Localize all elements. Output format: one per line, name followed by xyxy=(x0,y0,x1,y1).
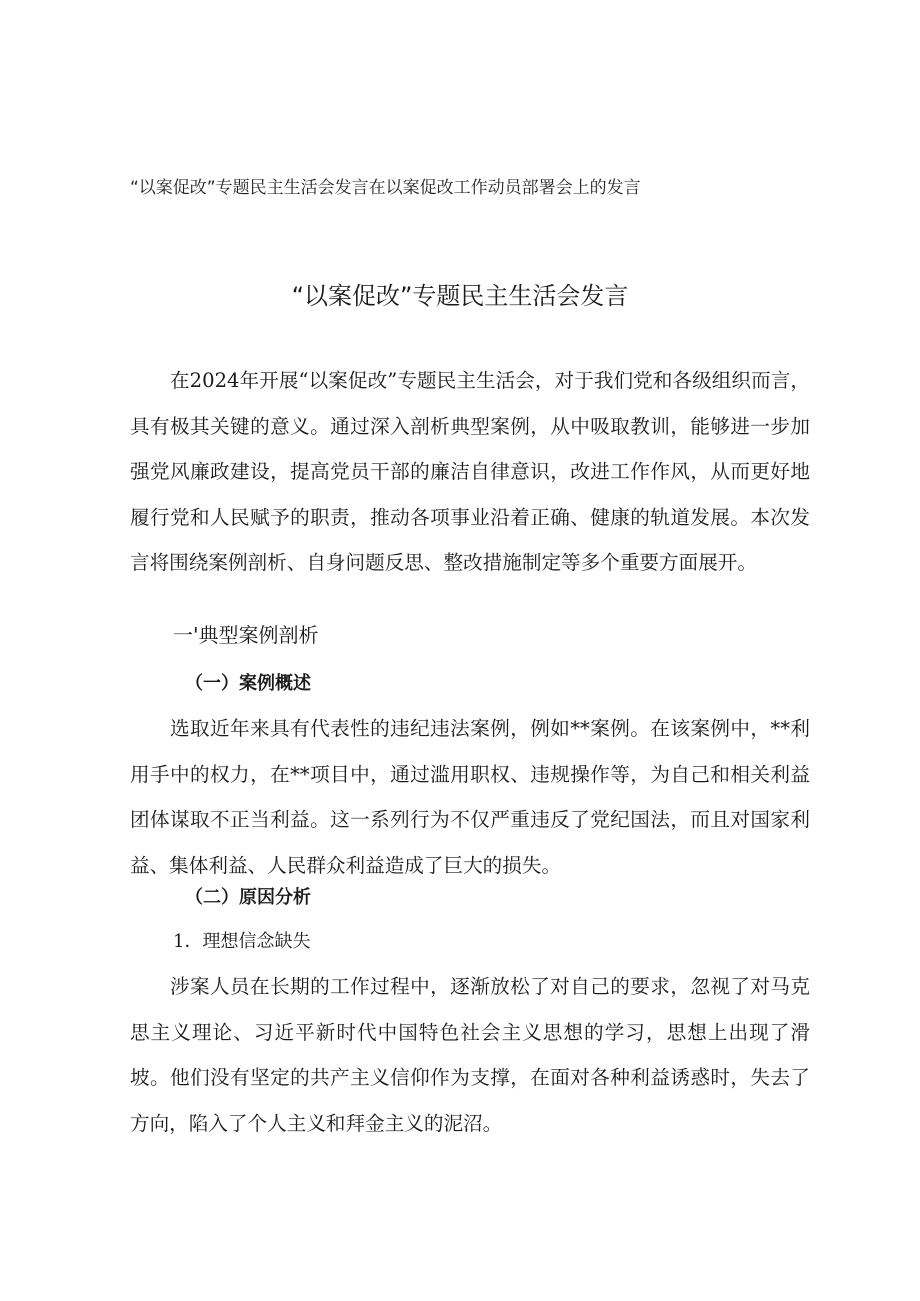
subsection-heading-cause-analysis: （二）原因分析 xyxy=(185,887,311,908)
subsection-heading-case-overview: （一）案例概述 xyxy=(185,673,311,694)
item-heading-ideals-lacking: 1．理想信念缺失 xyxy=(173,931,311,952)
running-title: “以案促改”专题民主生活会发言在以案促改工作动员部署会上的发言 xyxy=(130,178,641,198)
section-heading-case-analysis: 一'典型案例剖析 xyxy=(173,623,319,647)
document-title: “以案促改”专题民主生活会发言 xyxy=(291,282,629,310)
case-overview-paragraph: 选取近年来具有代表性的违纪违法案例，例如**案例。在该案例中，**利用手中的权力，在**项目中，通过滥用职权、违规操作等，为自己和相关利益团体谋取不正当利益。这一系列行为不仅严重违反了党纪国法，而且对国家利益、集体利益、人民群众利益造成了巨大的损失。 xyxy=(130,717,810,877)
ideals-lacking-paragraph: 涉案人员在长期的工作过程中，逐渐放松了对自己的要求，忽视了对马克思主义理论、习近平新时代中国特色社会主义思想的学习，思想上出现了滑坡。他们没有坚定的共产主义信仰作为支撑，在面对各种利益诱惑时，失去了方向，陷入了个人主义和拜金主义的泥沼。 xyxy=(130,975,810,1135)
intro-paragraph: 在2024年开展“以案促改”专题民主生活会，对于我们党和各级组织而言，具有极其关键的意义。通过深入剖析典型案例，从中吸取教训，能够进一步加强党风廉政建设，提高党员干部的廉洁自律意识，改进工作作风，从而更好地履行党和人民赋予的职责，推动各项事业沿着正确、健康的轨道发展。本次发言将围绕案例剖析、自身问题反思、整改措施制定等多个重要方面展开。 xyxy=(130,369,810,575)
